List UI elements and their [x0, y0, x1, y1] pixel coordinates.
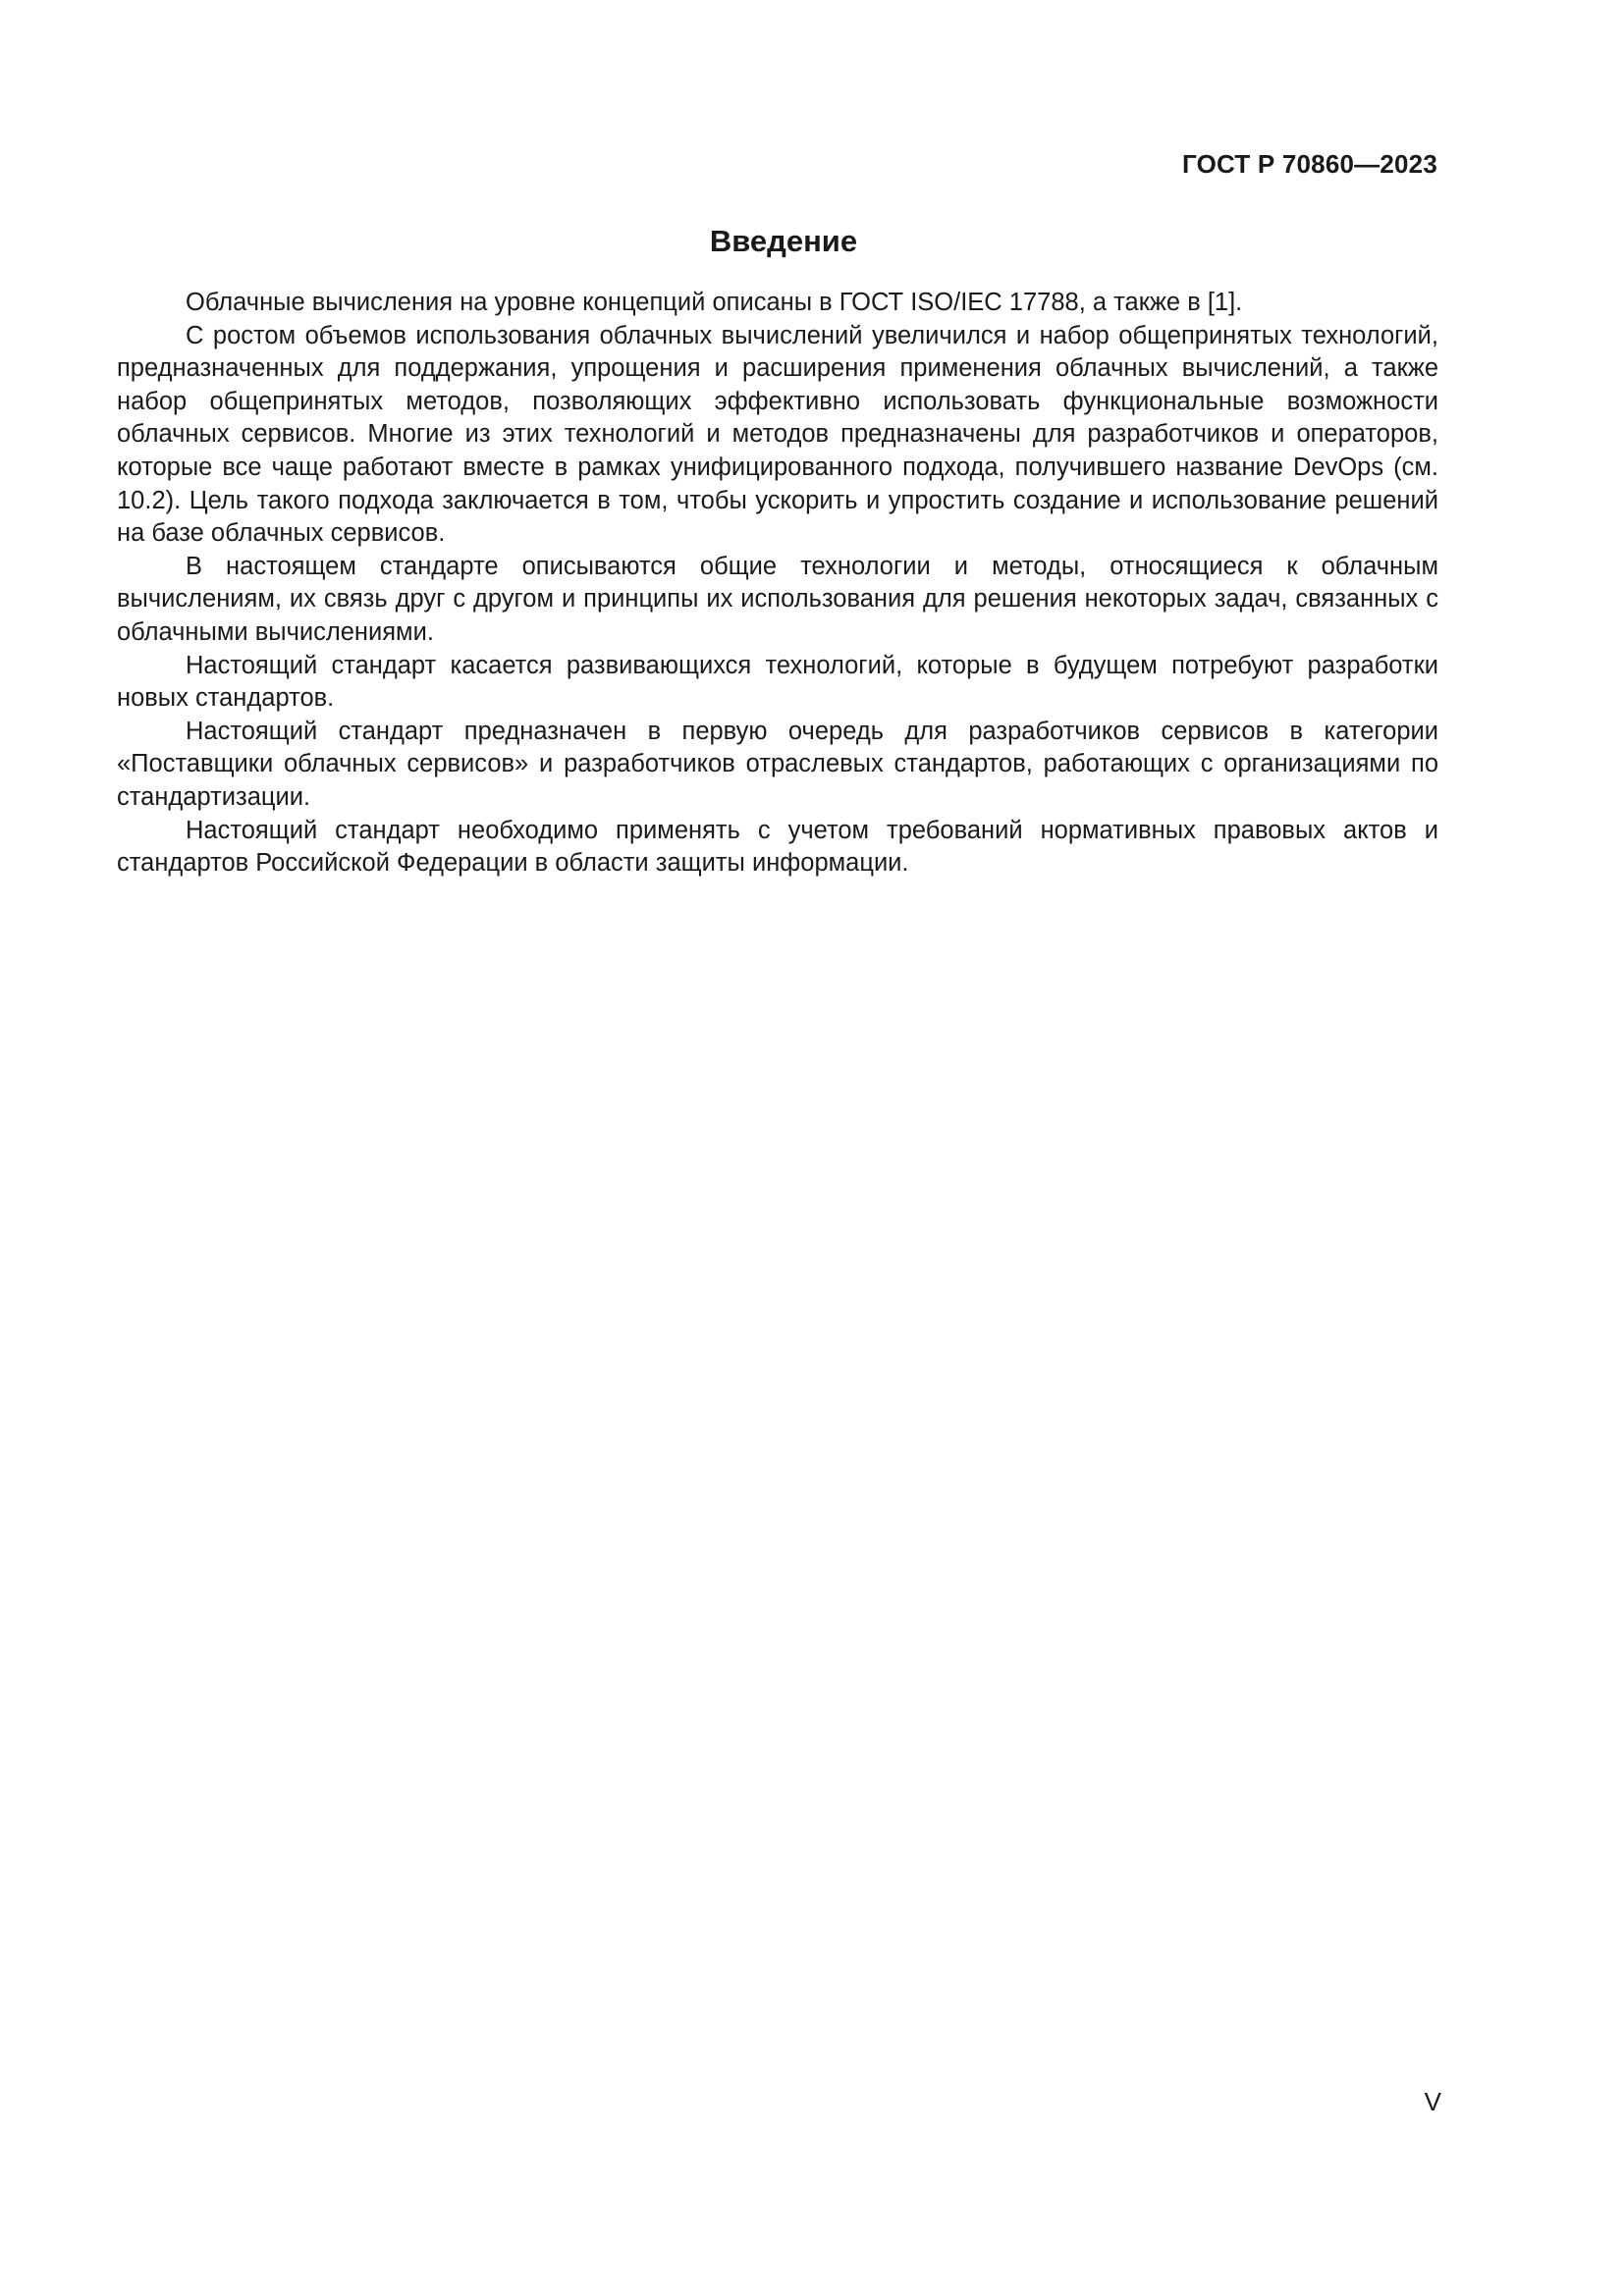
paragraph: Настоящий стандарт касается развивающихся технологий, которые в будущем потребуют разработки новых стандартов. [117, 651, 1438, 713]
page-number: V [1424, 2087, 1441, 2116]
paragraph: С ростом объемов использования облачных вычислений увеличился и набор общепринятых технологий, предназначенных для поддержания, упрощения и расширения применения облачных вычислений, а также набор общепринятых методов, позволяющих эффективно использовать функциональные возможности облачных сервисов. Многие из этих технологий и методов предназначены для разработчиков и операторов, которые все чаще работают вместе в рамках унифицированного подхода, получившего название DevOps (см. 10.2). Цель такого подхода заключается в том, чтобы ускорить и упростить создание и использование решений на базе облачных сервисов. [117, 321, 1438, 548]
paragraph: В настоящем стандарте описываются общие технологии и методы, относящиеся к облачным вычислениям, их связь друг с другом и принципы их использования для решения некоторых задач, связанных с облачными вычислениями. [117, 552, 1438, 646]
document-code: ГОСТ Р 70860—2023 [1182, 149, 1437, 179]
section-title: Введение [709, 224, 858, 258]
paragraph: Настоящий стандарт предназначен в первую очередь для разработчиков сервисов в категории «Поставщики облачных сервисов» и разработчиков отраслевых стандартов, работающих с организациями по стандартизации. [117, 717, 1438, 811]
section-body [117, 287, 1438, 881]
paragraph: Облачные вычисления на уровне концепций описаны в ГОСТ ISO/IEC 17788, а также в [1]. [186, 289, 1243, 316]
paragraph: Настоящий стандарт необходимо применять с учетом требований нормативных правовых актов и стандартов Российской Федерации в области защиты информации. [117, 816, 1438, 878]
